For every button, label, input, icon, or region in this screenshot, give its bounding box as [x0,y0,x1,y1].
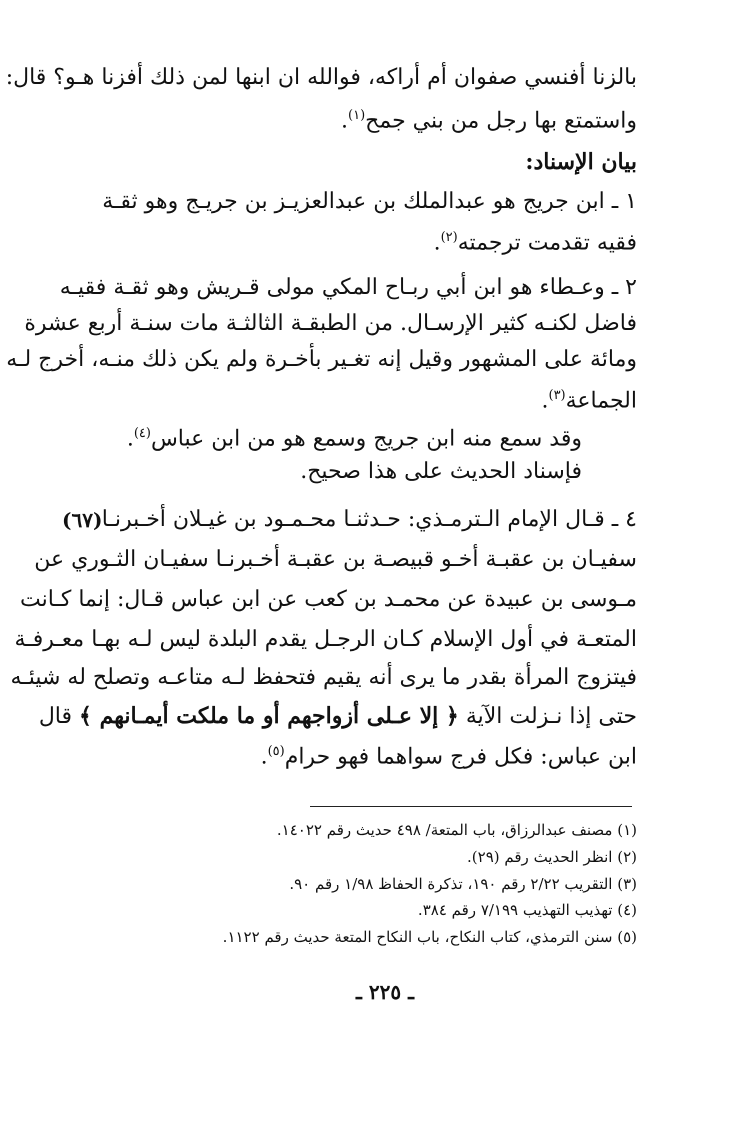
period: . [341,108,349,134]
body-text: واستمتع بها رجل من بني جمح [365,108,637,134]
body-line: فاضل لكنـه كثير الإرسـال. من الطبقـة الثالثـة مات سنـة أربع عشرة [24,311,637,336]
section-heading: بيان الإسناد: [525,149,637,175]
body-line: ١ ـ ابن جريج هو عبدالملك بن عبدالعزيـز بن جريـج وهو ثقـة [102,189,637,214]
body-line: ٢ ـ وعـطاء هو ابن أبي ربـاح المكي مولى قـريش وهو ثقـة فقيـه [59,275,637,300]
footnote: (١) مصنف عبدالرزاق، باب المتعة/ ٤٩٨ حديث رقم ١٤٠٢٢. [276,821,637,839]
body-line: ومائة على المشهور وقيل إنه تغـير بأخـرة ولم يكن ذلك منـه، أخرج لـه [6,347,637,372]
footnote-ref: (٥) [267,744,285,759]
footnote: (٢) انظر الحديث رقم (٢٩). [467,848,637,866]
body-line: سفيـان بن عقبـة أخـو قبيصـة بن عقبـة أخـبرنـا سفيـان الثـوري عن [34,547,637,572]
body-line: فقيه تقدمت ترجمته$^{(٢)}$. [433,230,637,256]
footnote: (٤) تهذيب التهذيب ٧/١٩٩ رقم ٣٨٤. [417,901,637,919]
body-text: وقد سمع منه ابن جريج وسمع هو من ابن عباس [150,426,582,452]
page-number: ـ ٢٢٥ ـ [356,980,414,1004]
footnote: (٣) التقريب ٢/٢٢ رقم ١٩٠، تذكرة الحفاظ ١/٩٨ رقم ٩٠. [289,875,637,893]
footnote-ref: (٢) [440,230,458,245]
body-line: بالزنا أفنسي صفوان أم أراكه، فوالله ان ابنها لمن ذلك أفزنا هـو؟ قال: [5,65,637,90]
footnote-ref: (١) [348,108,366,123]
footnote-ref: (٣) [548,388,566,403]
body-text: الجماعة [565,388,637,414]
quran-verse: ﴿ إلا عـلى أزواجهم أو ما ملكت أيمـانهم ﴾ [79,703,459,729]
footnote-ref: (٤) [133,426,151,441]
body-line: الجماعة$^{(٣)}$. [541,388,637,414]
footnote: (٥) سنن الترمذي، كتاب النكاح، باب النكاح المتعة حديث رقم ١١٢٢. [222,928,637,946]
body-line: فيتزوج المرأة بقدر ما يرى أنه يقيم فتحفظ لـه متاعـه وتصلح له شيئـه [10,665,637,690]
body-text: فقيه تقدمت ترجمته [457,230,637,256]
hadith-number: (٦٧) [62,508,103,532]
body-line: مـوسى بن عبيدة عن محمـد بن كعب عن ابن عباس قـال: إنما كـانت [19,587,637,612]
body-line: فإسناد الحديث على هذا صحيح. [300,459,582,484]
footnote-divider [310,806,632,807]
body-line: ٤ ـ قـال الإمام الـترمـذي: حـدثنـا محـمـود بن غيـلان أخـبرنـا [101,507,637,532]
body-line: وقد سمع منه ابن جريج وسمع هو من ابن عباس$^{(٤)}$. [126,426,582,452]
body-text: قال [38,704,80,729]
body-line: المتعـة في أول الإسلام كـان الرجـل يقدم البلدة ليس لـه بهـا معـرفـة [14,627,637,652]
body-line [38,700,637,733]
body-line: ابن عباس: فكل فرج سواهما فهو حرام$^{(٥)}$. [260,744,637,770]
body-text: ابن عباس: فكل فرج سواهما فهو حرام [284,744,637,770]
body-line [117,100,637,137]
body-text: حتى إذا نـزلت الآية [458,704,637,729]
